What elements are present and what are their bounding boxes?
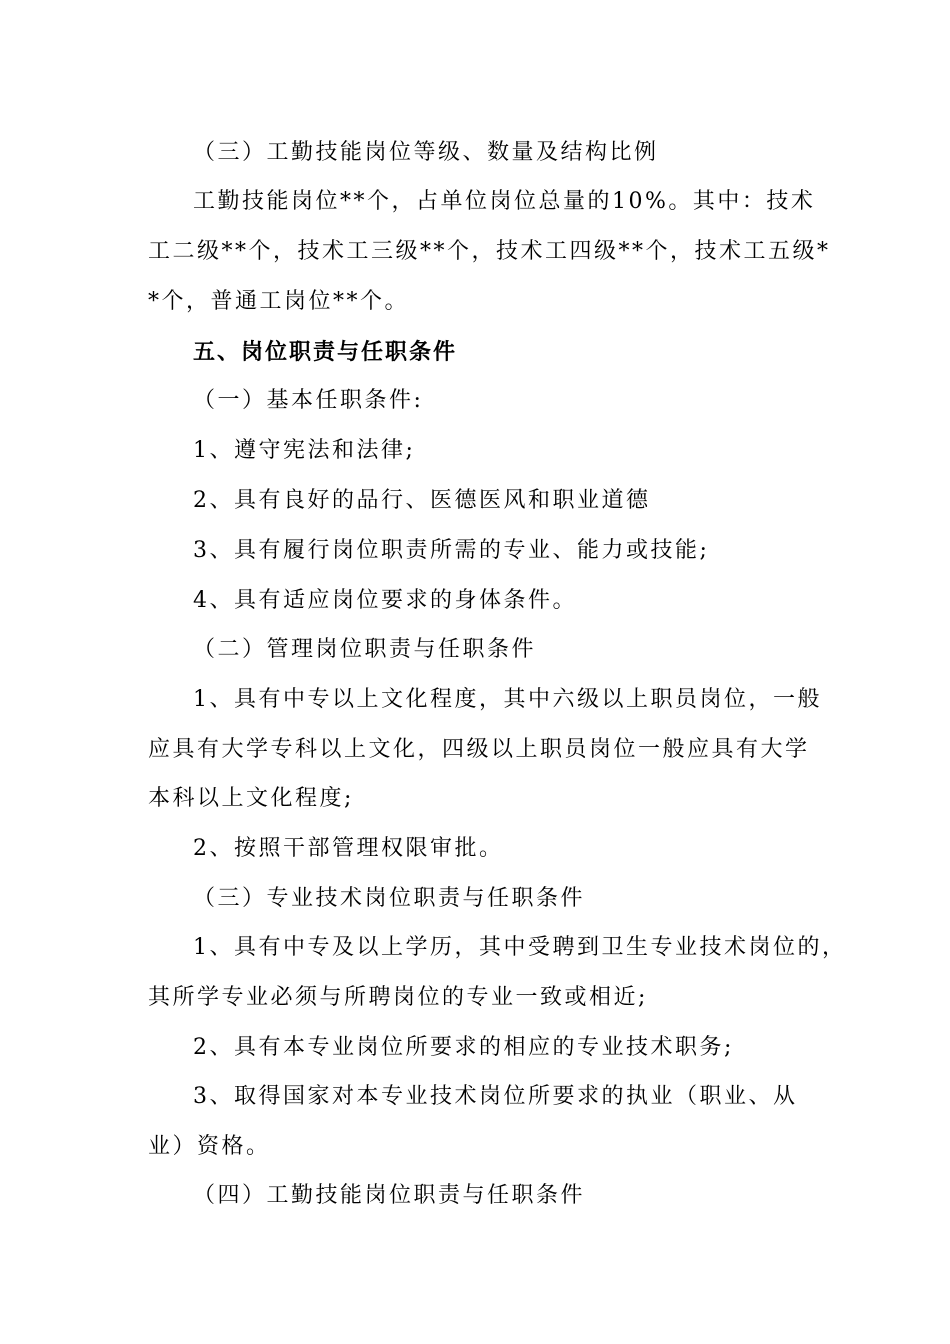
paragraph-line: *个，普通工岗位**个。: [148, 289, 410, 314]
list-item: 1、具有中专以上文化程度，其中六级以上职员岗位，一般: [193, 687, 822, 712]
list-item: 3、取得国家对本专业技术岗位所要求的执业（职业、从: [193, 1084, 798, 1109]
paragraph-line: 业）资格。: [148, 1134, 271, 1159]
list-item: 4、具有适应岗位要求的身体条件。: [193, 588, 577, 613]
paragraph-line: 工二级**个，技术工三级**个，技术工四级**个，技术工五级*: [148, 239, 831, 264]
section-heading-worker-duties: （四）工勤技能岗位职责与任职条件: [193, 1183, 586, 1208]
chapter-heading-duties: 五、岗位职责与任职条件: [193, 339, 458, 365]
list-item: 1、具有中专及以上学历，其中受聘到卫生专业技术岗位的，: [193, 935, 847, 960]
paragraph-line: 工勤技能岗位**个，占单位岗位总量的10%。其中：技术: [193, 189, 816, 214]
section-heading-worker-grades: （三）工勤技能岗位等级、数量及结构比例: [193, 140, 659, 165]
section-heading-professional: （三）专业技术岗位职责与任职条件: [193, 886, 586, 911]
paragraph-line: 应具有大学专科以上文化，四级以上职员岗位一般应具有大学: [148, 737, 810, 762]
section-heading-basic-conditions: （一）基本任职条件:: [193, 388, 424, 413]
list-item: 1、遵守宪法和法律;: [193, 438, 416, 463]
list-item: 3、具有履行岗位职责所需的专业、能力或技能;: [193, 538, 710, 563]
section-heading-management: （二）管理岗位职责与任职条件: [193, 637, 537, 662]
list-item: 2、具有良好的品行、医德医风和职业道德: [193, 488, 651, 513]
list-item: 2、具有本专业岗位所要求的相应的专业技术职务;: [193, 1035, 734, 1060]
list-item: 2、按照干部管理权限审批。: [193, 836, 504, 861]
paragraph-line: 其所学专业必须与所聘岗位的专业一致或相近;: [148, 985, 648, 1010]
paragraph-line: 本科以上文化程度;: [148, 786, 354, 811]
